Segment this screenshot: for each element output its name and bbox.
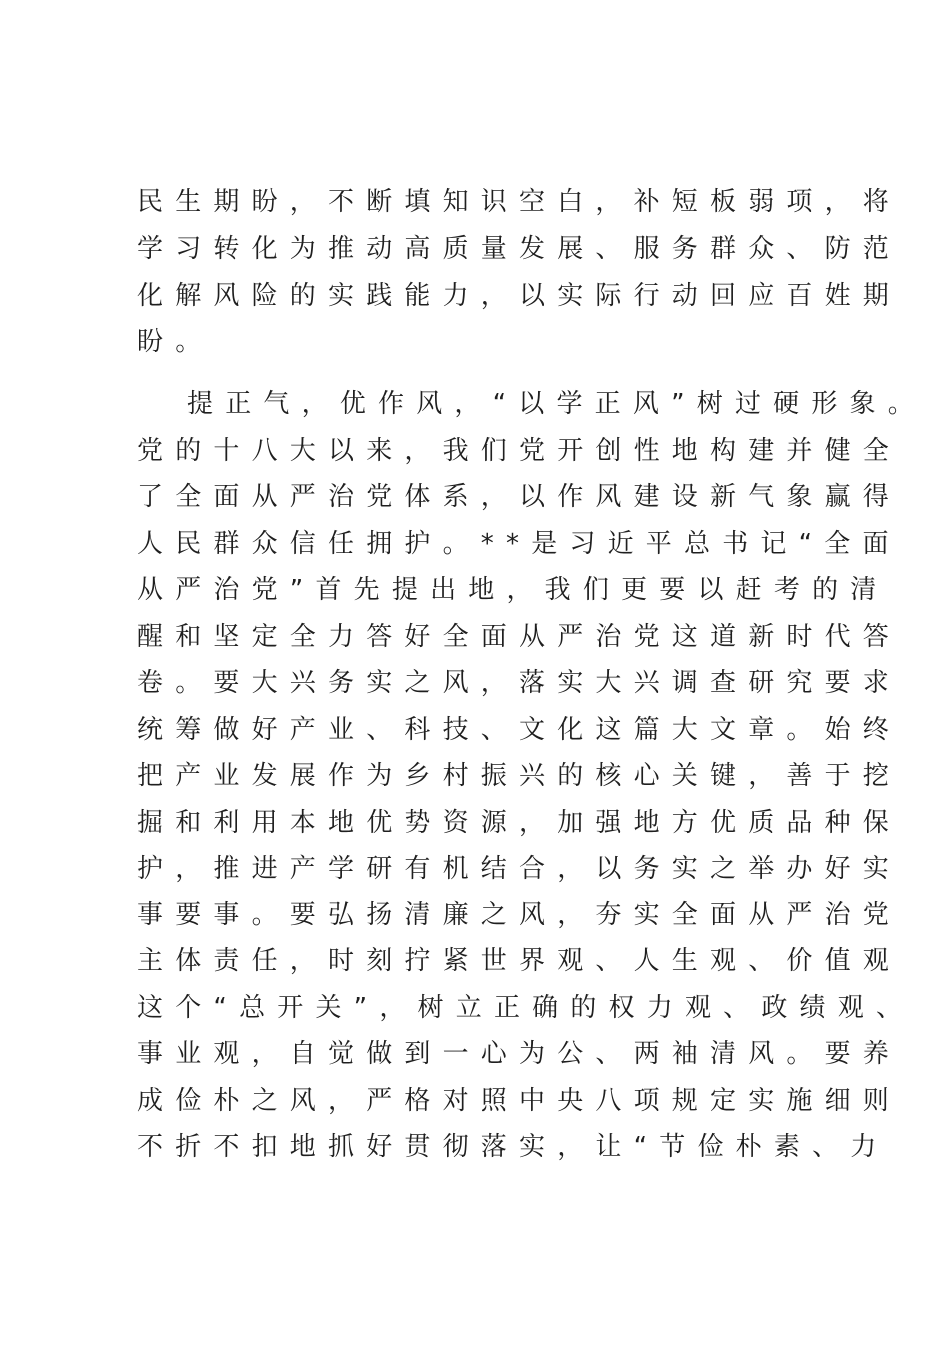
text-line: 醒和坚定全力答好全面从严治党这道新时代答 [137, 622, 902, 652]
text-line: 学习转化为推动高质量发展、服务群众、防范 [137, 234, 902, 264]
text-line: 卷。要大兴务实之风，落实大兴调查研究要求 [137, 668, 902, 698]
text-line: 民生期盼，不断填知识空白，补短板弱项，将 [137, 187, 902, 217]
text-line: 成俭朴之风，严格对照中央八项规定实施细则 [137, 1086, 902, 1116]
text-line: 盼。 [137, 327, 214, 357]
text-line: 掘和利用本地优势资源，加强地方优质品种保 [137, 808, 902, 838]
text-line: 把产业发展作为乡村振兴的核心关键，善于挖 [137, 761, 902, 791]
text-line: 主体责任，时刻拧紧世界观、人生观、价值观 [137, 946, 902, 976]
text-line: 不折不扣地抓好贯彻落实，让“节俭朴素、力 [137, 1132, 889, 1162]
text-line: 化解风险的实践能力，以实际行动回应百姓期 [137, 281, 902, 311]
text-line: 人民群众信任拥护。**是习近平总书记“全面 [137, 529, 901, 559]
text-line: 护，推进产学研有机结合，以务实之举办好实 [137, 854, 902, 884]
text-line: 统筹做好产业、科技、文化这篇大文章。始终 [137, 715, 902, 745]
text-line: 党的十八大以来，我们党开创性地构建并健全 [137, 436, 902, 466]
text-line: 提正气，优作风，“以学正风”树过硬形象。 [187, 389, 926, 419]
text-line: 这个“总开关”，树立正确的权力观、政绩观、 [137, 993, 915, 1023]
text-line: 从严治党”首先提出地，我们更要以赶考的清 [137, 575, 889, 605]
text-line: 事要事。要弘扬清廉之风，夯实全面从严治党 [137, 900, 902, 930]
text-line: 事业观，自觉做到一心为公、两袖清风。要养 [137, 1039, 902, 1069]
text-line: 了全面从严治党体系，以作风建设新气象赢得 [137, 482, 902, 512]
